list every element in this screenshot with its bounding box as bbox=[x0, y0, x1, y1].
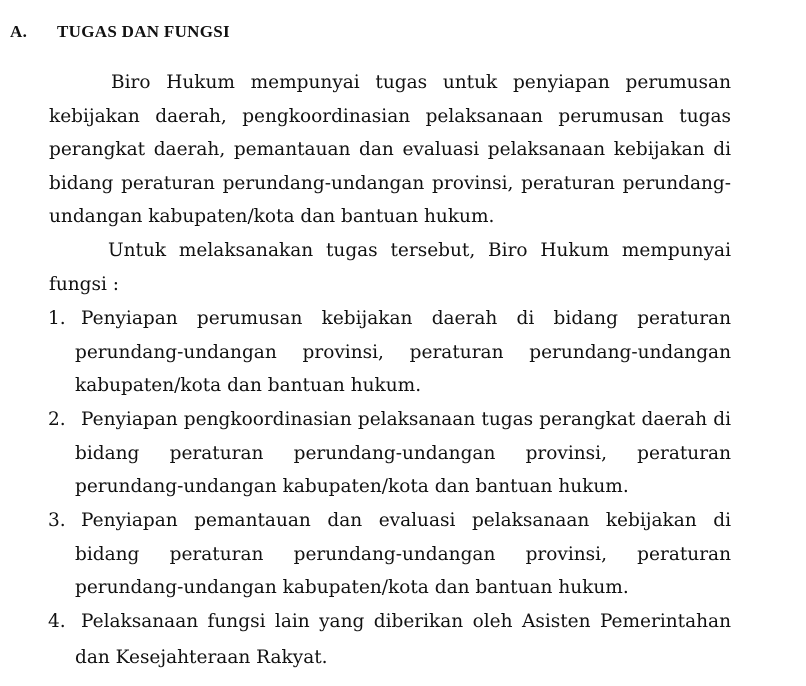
list-item-line: Pelaksanaan fungsi lain yang diberikan oleh Asisten Pemerintahan bbox=[81, 611, 731, 632]
list-item-line: bidang peraturan perundang-undangan provinsi, peraturan bbox=[75, 443, 731, 464]
paragraph-line: bidang peraturan perundang-undangan provinsi, peraturan perundang- bbox=[49, 173, 731, 194]
list-marker: 2. bbox=[48, 409, 66, 430]
paragraph-line: Biro Hukum mempunyai tugas untuk penyiapan perumusan bbox=[111, 72, 731, 93]
paragraph-line: perangkat daerah, pemantauan dan evaluasi pelaksanaan kebijakan di bbox=[49, 139, 731, 160]
list-item-line: kabupaten/kota dan bantuan hukum. bbox=[75, 375, 422, 396]
list-marker: 1. bbox=[48, 308, 66, 329]
list-item-line: Penyiapan pengkoordinasian pelaksanaan tugas perangkat daerah di bbox=[81, 409, 731, 430]
list-item-line: Penyiapan perumusan kebijakan daerah di bidang peraturan bbox=[81, 308, 731, 329]
list-item-line: perundang-undangan kabupaten/kota dan bantuan hukum. bbox=[75, 577, 629, 598]
paragraph-line: Untuk melaksanakan tugas tersebut, Biro Hukum mempunyai bbox=[108, 240, 731, 261]
section-number: A. bbox=[10, 22, 28, 41]
section-heading bbox=[10, 22, 230, 42]
paragraph-line: fungsi : bbox=[49, 274, 120, 295]
paragraph-line: kebijakan daerah, pengkoordinasian pelaksanaan perumusan tugas bbox=[49, 106, 731, 127]
list-item-line: perundang-undangan kabupaten/kota dan bantuan hukum. bbox=[75, 476, 629, 497]
list-item-line: perundang-undangan provinsi, peraturan perundang-undangan bbox=[75, 342, 731, 363]
list-marker: 3. bbox=[48, 510, 66, 531]
paragraph-line: undangan kabupaten/kota dan bantuan hukum. bbox=[49, 206, 495, 227]
list-item-line: Penyiapan pemantauan dan evaluasi pelaksanaan kebijakan di bbox=[81, 510, 731, 531]
list-marker: 4. bbox=[48, 611, 66, 632]
list-item-line: dan Kesejahteraan Rakyat. bbox=[75, 647, 328, 668]
list-item-line: bidang peraturan perundang-undangan provinsi, peraturan bbox=[75, 544, 731, 565]
section-title: TUGAS DAN FUNGSI bbox=[57, 22, 230, 41]
